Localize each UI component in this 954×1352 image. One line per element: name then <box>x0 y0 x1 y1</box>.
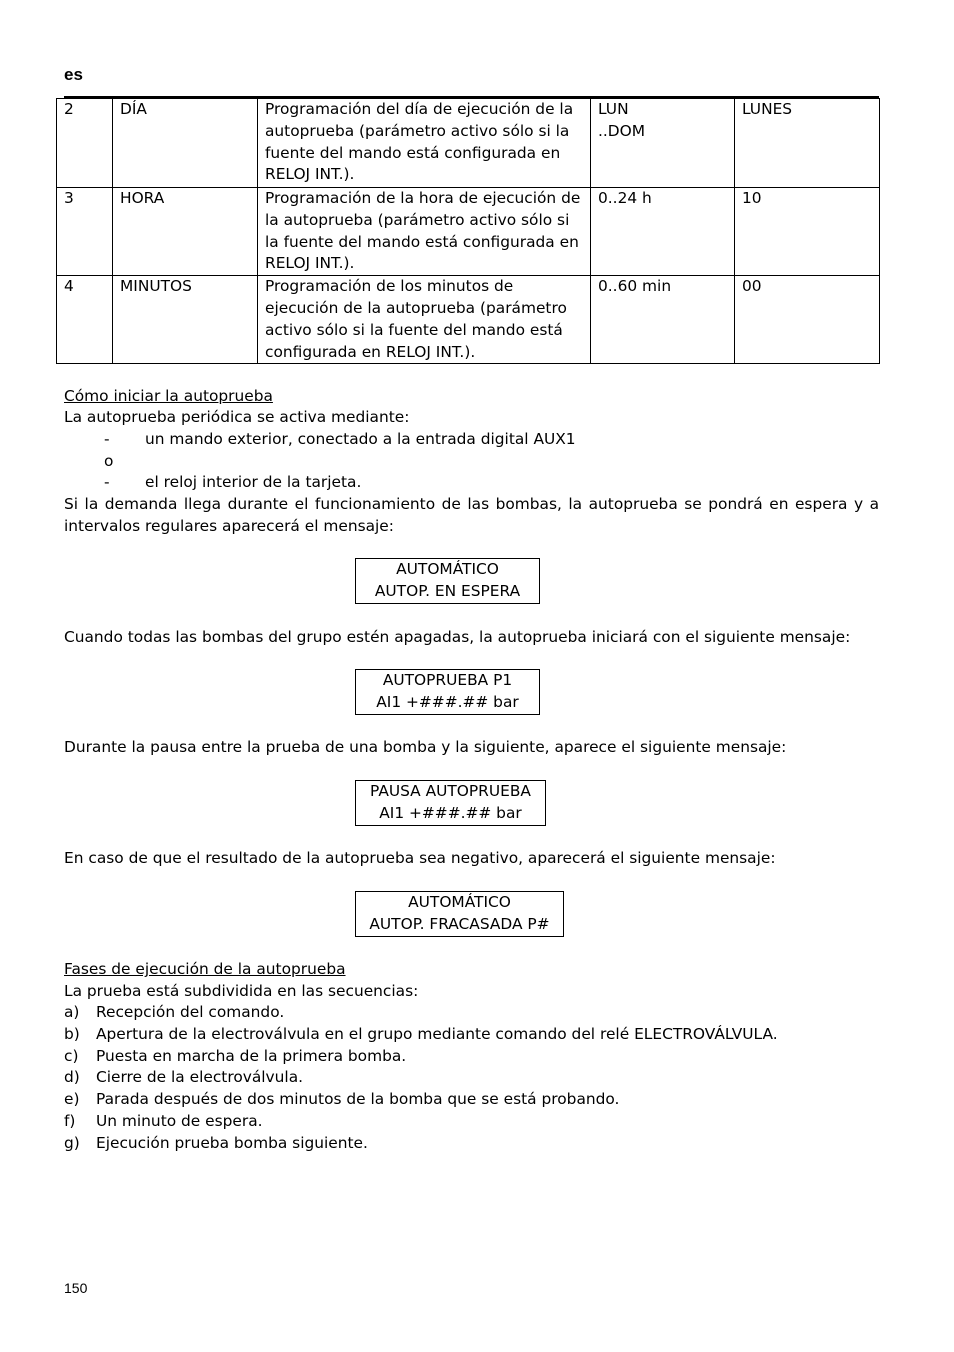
display-line: AUTOPRUEBA P1 <box>382 671 513 689</box>
step-marker: c) <box>64 1046 79 1065</box>
param-description: Programación de la hora de ejecución de la autoprueba (parámetro activo sólo si la fuente del mando está configurada en RELOJ INT.). <box>258 188 591 276</box>
table-row <box>57 188 880 276</box>
param-name: MINUTOS <box>113 276 258 364</box>
step-text: Un minuto de espera. <box>96 1111 263 1130</box>
param-description: Programación de los minutos de ejecución de la autoprueba (parámetro activo sólo si la fuente del mando está configurada en RELOJ INT.). <box>258 276 591 364</box>
step-text: Recepción del comando. <box>96 1003 285 1021</box>
param-default: 00 <box>735 276 880 364</box>
display-line: AI1 +###.## bar <box>379 803 522 822</box>
failure-paragraph: En caso de que el resultado de la autoprueba sea negativo, aparecerá el siguiente mensaje: <box>64 849 776 867</box>
param-range <box>591 99 735 188</box>
display-line: AUTOMÁTICO <box>408 893 511 911</box>
pause-paragraph: Durante la pausa entre la prueba de una bomba y la siguiente, aparece el siguiente mensaje: <box>64 738 787 756</box>
table-row <box>57 99 880 188</box>
page-number: 150 <box>64 1280 88 1296</box>
step-text: Ejecución prueba bomba siguiente. <box>96 1133 368 1152</box>
step-marker: b) <box>64 1024 80 1043</box>
table-row <box>57 276 880 364</box>
step-text: Cierre de la electroválvula. <box>96 1068 304 1087</box>
display-message-box <box>355 891 564 937</box>
display-message-box <box>355 669 540 715</box>
step-text: Parada después de dos minutos de la bomba que se está probando. <box>96 1090 620 1109</box>
phases-section-heading: Fases de ejecución de la autoprueba <box>64 960 346 978</box>
param-default: 10 <box>735 188 880 276</box>
param-range-line: 0..24 h <box>598 189 652 207</box>
param-range <box>591 188 735 276</box>
step-marker: d) <box>64 1068 80 1087</box>
display-message-box <box>355 780 546 826</box>
list-item-text: el reloj interior de la tarjeta. <box>145 473 362 491</box>
param-number: 4 <box>57 276 113 364</box>
display-line: AI1 +###.## bar <box>376 692 519 711</box>
waiting-paragraph: Si la demanda llega durante el funcionamiento de las bombas, la autoprueba se pondrá en espera y a intervalos regulares aparecerá el mensaje: <box>64 495 879 535</box>
step-text: Puesta en marcha de la primera bomba. <box>96 1046 407 1065</box>
param-number: 3 <box>57 188 113 276</box>
list-item-text: un mando exterior, conectado a la entrada digital AUX1 <box>145 430 576 448</box>
param-description: Programación del día de ejecución de la autoprueba (parámetro activo sólo si la fuente del mando está configurada en RELOJ INT.). <box>258 99 591 188</box>
display-message-box <box>355 558 540 604</box>
param-number: 2 <box>57 99 113 188</box>
display-line: AUTOMÁTICO <box>396 560 499 578</box>
param-name: HORA <box>113 188 258 276</box>
or-text: o <box>104 452 114 470</box>
phases-intro: La prueba está subdividida en las secuencias: <box>64 982 419 1000</box>
display-line: AUTOP. FRACASADA P# <box>369 914 550 933</box>
step-marker: a) <box>64 1003 80 1021</box>
param-name: DÍA <box>113 99 258 188</box>
param-range <box>591 276 735 364</box>
display-line: PAUSA AUTOPRUEBA <box>370 782 531 800</box>
language-label: es <box>64 65 83 84</box>
start-section-heading: Cómo iniciar la autoprueba <box>64 387 273 405</box>
step-marker: f) <box>64 1111 76 1130</box>
list-dash: - <box>104 473 110 491</box>
param-range-line: 0..60 min <box>598 277 672 296</box>
param-default: LUNES <box>735 99 880 188</box>
start-intro: La autoprueba periódica se activa mediante: <box>64 408 410 426</box>
step-marker: g) <box>64 1133 80 1152</box>
param-range-line: ..DOM <box>598 121 646 140</box>
start-paragraph: Cuando todas las bombas del grupo estén apagadas, la autoprueba iniciará con el siguiente mensaje: <box>64 628 851 646</box>
list-dash: - <box>104 430 110 448</box>
parameters-table <box>56 98 880 364</box>
param-range-line: LUN <box>598 100 629 118</box>
step-text: Apertura de la electroválvula en el grupo mediante comando del relé ELECTROVÁLVULA. <box>96 1024 778 1043</box>
step-marker: e) <box>64 1090 80 1109</box>
display-line: AUTOP. EN ESPERA <box>374 581 521 600</box>
